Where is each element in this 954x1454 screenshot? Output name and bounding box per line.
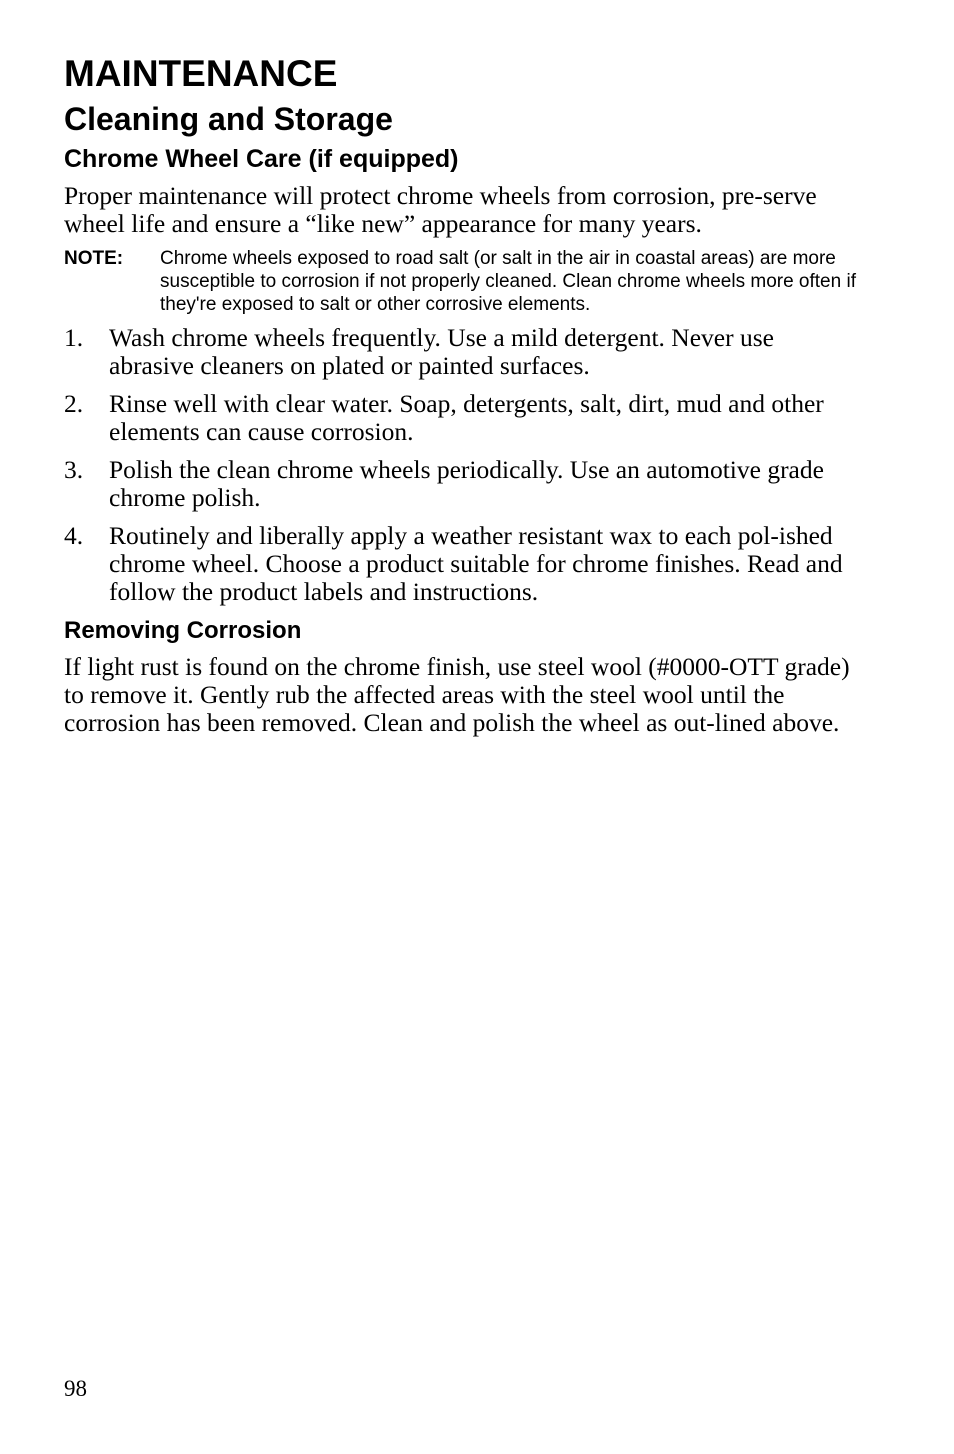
section-title: MAINTENANCE xyxy=(64,53,338,94)
note-label: NOTE: xyxy=(64,248,124,269)
page-content xyxy=(64,52,864,737)
step-text: Polish the clean chrome wheels periodically. Use an automotive grade chrome polish. xyxy=(109,455,824,512)
step-item xyxy=(64,390,864,446)
step-number: 2. xyxy=(64,389,84,418)
step-text: Rinse well with clear water. Soap, detergents, salt, dirt, mud and other elements can cause corrosion. xyxy=(109,389,824,446)
steps-list xyxy=(64,324,864,606)
step-text: Wash chrome wheels frequently. Use a mild detergent. Never use abrasive cleaners on plated or painted surfaces. xyxy=(109,323,774,380)
step-item xyxy=(64,522,864,606)
chrome-wheel-care-intro: Proper maintenance will protect chrome wheels from corrosion, pre-serve wheel life and ensure a “like new” appearance for many years. xyxy=(64,181,817,238)
removing-corrosion-heading: Removing Corrosion xyxy=(64,617,302,644)
page-number: 98 xyxy=(64,1376,87,1401)
note-text: Chrome wheels exposed to road salt (or salt in the air in coastal areas) are more susceptible to corrosion if not properly cleaned. Clean chrome wheels more often if they're exposed to salt or other corrosive elements. xyxy=(160,248,856,315)
step-number: 4. xyxy=(64,521,84,550)
chrome-wheel-care-heading: Chrome Wheel Care (if equipped) xyxy=(64,145,459,173)
removing-corrosion-text: If light rust is found on the chrome finish, use steel wool (#0000-OTT grade) to remove it. Gently rub the affected areas with the steel wool until the corrosion has been removed. Clean and polish the wheel as out-lined above. xyxy=(64,652,850,737)
step-text: Routinely and liberally apply a weather resistant wax to each pol-ished chrome wheel. Choose a product suitable for chrome finishes. Read and follow the product labels and instructions. xyxy=(109,521,843,606)
step-number: 1. xyxy=(64,323,84,352)
step-item xyxy=(64,456,864,512)
subsection-title: Cleaning and Storage xyxy=(64,101,393,137)
step-item xyxy=(64,324,864,380)
step-number: 3. xyxy=(64,455,84,484)
note-block xyxy=(64,247,864,316)
